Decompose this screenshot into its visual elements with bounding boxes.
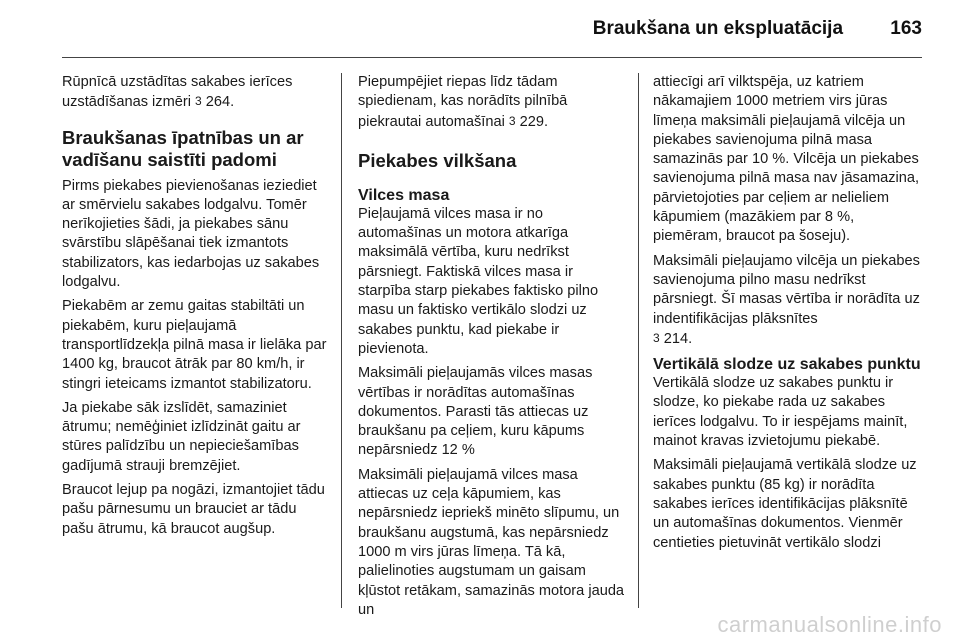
watermark: carmanualsonline.info [717,612,942,637]
column-divider-1 [341,73,342,608]
plate-paragraph: Maksimāli pieļaujamo vilcēja un piekabes savienojuma pilno masu nedrīkst pārsniegt. Šī masas vērtība ir norādīta uz indentifikācijas plāksnītes 3 214. [653,252,920,347]
paragraph: Maksimāli pieļaujamā vilces masa attiecas uz ceļa kāpumiem, kas nepārsniedz iepriekš minēto slīpumu, un braukšanu augstumā, kas nepārsniedz 1000 m virs jūras līmeņa. Tā kā, palielinoties augstumam un gaisam kļūstot retākam, samazinās motora jauda un [358,466,625,618]
paragraph: Vertikālā slodze uz sakabes punktu ir slodze, ko piekabe rada uz sakabes ierīces lodgalvu. To ir iespējams mainīt, mainot kravas izvietojumu piekabē. [653,375,908,450]
chapter-title: Braukšana un ekspluatācija [592,18,844,39]
page-ref-link[interactable]: 214. [663,330,693,347]
tyre-paragraph: Piepumpējiet riepas līdz tādam spiedienam, kas norādīts pilnībā piekrautai automašīnai 3 229. [358,74,568,130]
paragraph: Ja piekabe sāk izslīdēt, samaziniet ātrumu; nemēģiniet izlīdzināt gaitu ar stūres palīdzību un nepieciešamības gadījumā strauji bremzējiet. [62,399,301,474]
column-divider-2 [638,73,639,608]
page-ref-arrow-icon: 3 [653,330,660,345]
page-ref-link[interactable]: 264. [205,94,235,111]
page-header [593,18,922,40]
column-1 [62,73,328,544]
paragraph: Pirms piekabes pievienošanas ieziediet ar smērvielu sakabes lodgalvu. Tomēr nerīkojieties šādi, ja piekabes sānu svārstību slāpēšanai tiek izmantots stabilizators, kas iedarbojas uz sakabes lodgalvu. [62,177,320,291]
subheading-vertical-load: Vertikālā slodze uz sakabes punktu [653,356,921,374]
column-2 [358,73,626,625]
section-heading-towing: Piekabes vilkšana [358,149,517,171]
paragraph: Maksimāli pieļaujamās vilces masas vērtības ir norādītas automašīnas dokumentos. Parasti tās attiecas uz braukšanu pa ceļiem, kuru kāpums nepārsniedz 12 % [358,365,593,459]
page-ref-link[interactable]: 229. [519,113,549,130]
paragraph: attiecīgi arī vilktspēja, uz katriem nākamajiem 1000 metriem virs jūras līmeņa maksimāli pieļaujamā vilcēja un piekabes savienojuma pilnā masa samazinās par 10 %. Vilcēja un piekabes savienojuma pilnā masa nav jāsamazina, pārvietojoties par ceļiem ar nelieliem kāpumiem (mazākiem par 8 %, piemēram, braucot pa šoseju). [653,74,920,245]
subheading-trailer-mass: Vilces masa [358,186,450,204]
page-ref-arrow-icon: 3 [195,94,202,109]
paragraph: Pieļaujamā vilces masa ir no automašīnas un motora atkarīga maksimālā vērtība, kuru nedrīkst pārsniegt. Faktiskā vilces masa ir starpība starp piekabes faktisko pilno masu un faktisko vertikālo slodzi uz sakabes punktu, kad piekabe ir pievienota. [358,205,599,357]
paragraph: Piekabēm ar zemu gaitas stabiltāti un piekabēm, kuru pieļaujamā transportlīdzekļa pilnā masa ir lielāka par 1400 kg, braucot ātrāk par 80 km/h, ir stingri ieteicams izmantot stabilizatoru. [62,298,327,392]
header-rule [62,57,922,58]
paragraph: Maksimāli pieļaujamā vertikālā slodze uz sakabes punktu (85 kg) ir norādīta sakabes ierīces identifikācijas plāksnītē un automašīnas dokumentos. Vienmēr centieties pietuvināt vertikālo slodzi [653,457,917,551]
column-3 [653,73,925,558]
intro-paragraph: Rūpnīcā uzstādītas sakabes ierīces uzstādīšanas izmēri 3 264. [62,74,293,111]
page-ref-arrow-icon: 3 [508,113,516,128]
section-heading-tips: Braukšanas īpatnības un ar vadīšanu saistīti padomi [62,126,304,170]
page-number: 163 [890,18,922,39]
paragraph: Braucot lejup pa nogāzi, izmantojiet tādu pašu pārnesumu un brauciet ar tādu pašu ātrumu, kā braucot augšup. [62,482,325,537]
